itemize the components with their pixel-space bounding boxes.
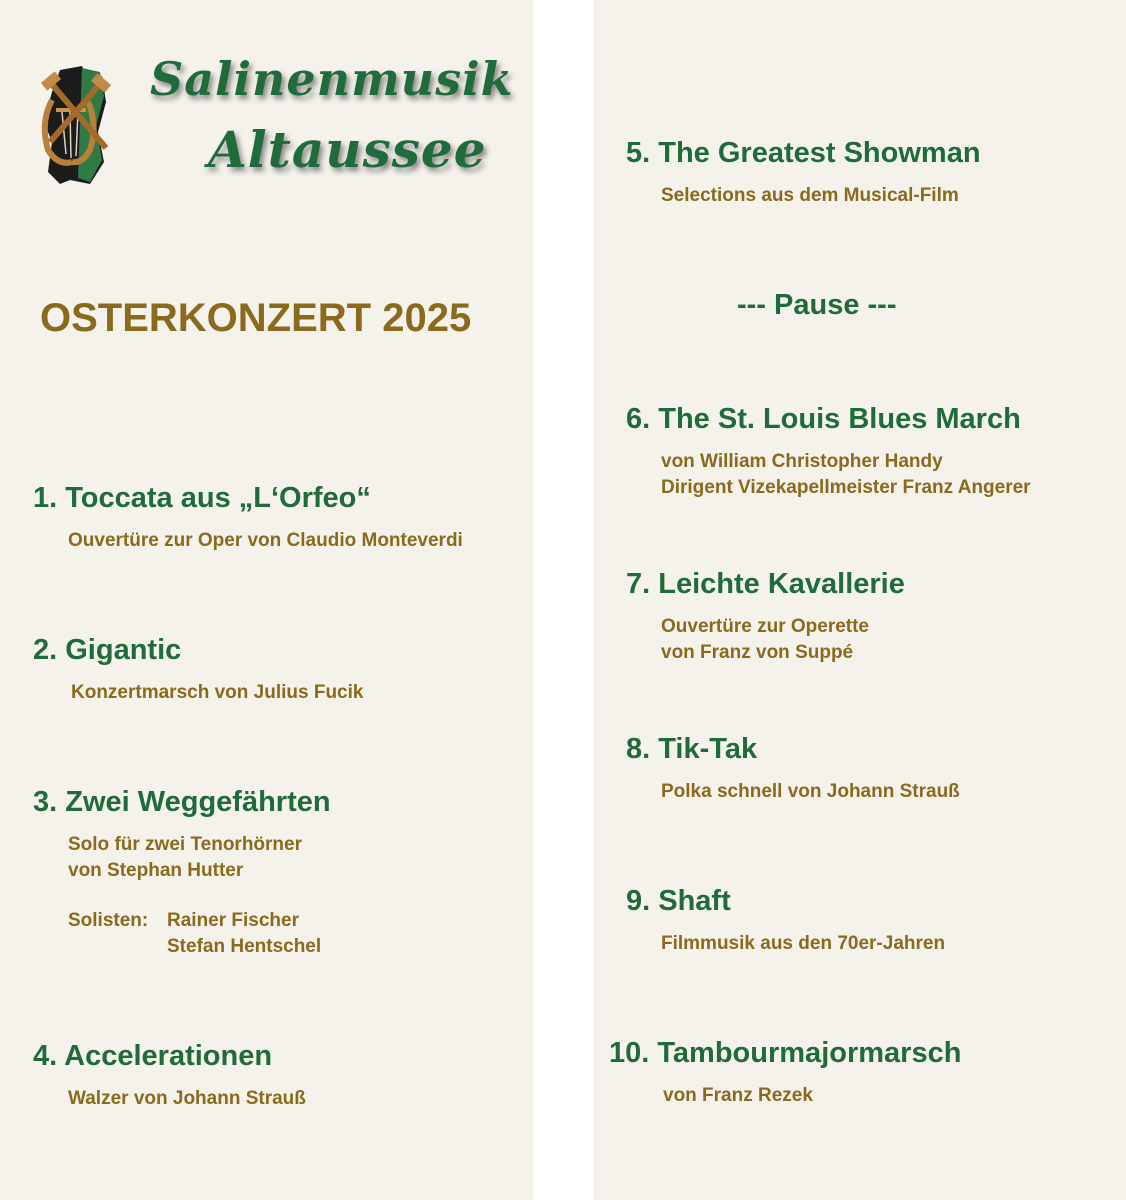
piece-6-description-line1: von William Christopher Handy <box>661 451 943 472</box>
piece-5-title: 5. The Greatest Showman <box>626 137 981 169</box>
piece-6-description-line2: Dirigent Vizekapellmeister Franz Angerer <box>661 477 1031 498</box>
piece-3-title: 3. Zwei Weggefährten <box>33 786 331 818</box>
piece-3-description-line2: von Stephan Hutter <box>68 860 244 881</box>
piece-2-title: 2. Gigantic <box>33 634 182 666</box>
piece-1-description: Ouvertüre zur Oper von Claudio Monteverdi <box>68 530 463 551</box>
logo-title-line1: Salinenmusik <box>150 52 514 106</box>
piece-7-title: 7. Leichte Kavallerie <box>626 568 905 600</box>
concert-title: OSTERKONZERT 2025 <box>40 296 472 340</box>
piece-8-title: 8. Tik-Tak <box>626 733 758 765</box>
piece-9-title: 9. Shaft <box>626 885 731 917</box>
piece-5-description: Selections aus dem Musical-Film <box>661 185 959 206</box>
lyre-hammer-pick-icon <box>30 62 120 192</box>
soloist-1: Rainer Fischer <box>167 910 299 931</box>
piece-7-description-line1: Ouvertüre zur Operette <box>661 616 869 637</box>
soloist-2: Stefan Hentschel <box>167 936 322 957</box>
logo-title-line2: Altaussee <box>208 120 487 179</box>
soloists-label: Solisten: <box>68 910 149 931</box>
piece-3-description-line1: Solo für zwei Tenorhörner <box>68 834 302 855</box>
piece-6-title: 6. The St. Louis Blues March <box>626 403 1021 435</box>
pause-label: --- Pause --- <box>737 289 897 321</box>
piece-7-description-line2: von Franz von Suppé <box>661 642 854 663</box>
piece-4-description: Walzer von Johann Strauß <box>68 1088 306 1109</box>
piece-10-title: 10. Tambourmajormarsch <box>609 1037 962 1069</box>
piece-10-description: von Franz Rezek <box>663 1085 813 1106</box>
piece-9-description: Filmmusik aus den 70er-Jahren <box>661 933 946 954</box>
piece-1-title: 1. Toccata aus „L‘Orfeo“ <box>33 482 371 514</box>
piece-8-description: Polka schnell von Johann Strauß <box>661 781 960 802</box>
piece-2-description: Konzertmarsch von Julius Fucik <box>71 682 364 703</box>
piece-4-title: 4. Accelerationen <box>33 1040 273 1072</box>
